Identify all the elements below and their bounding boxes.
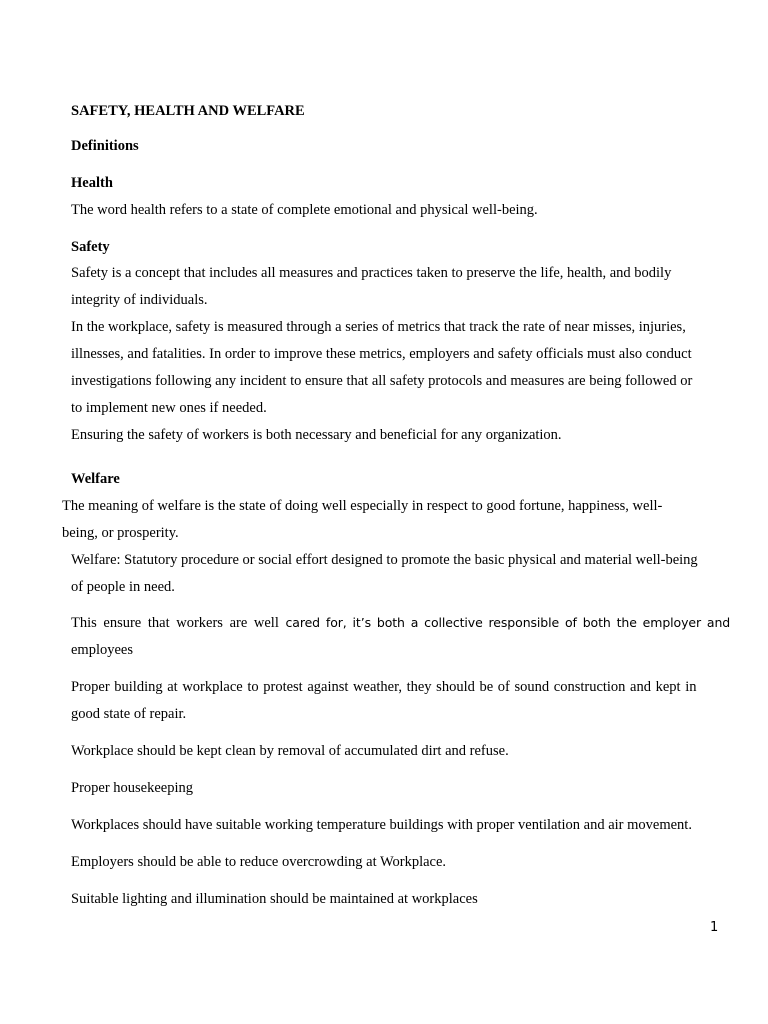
welfare-text-sans: cared for, it’s both a collective responsible of both the employer and bbox=[285, 615, 731, 630]
safety-paragraph-line: Safety is a concept that includes all measures and practices taken to preserve the life, health, and bodily bbox=[71, 265, 672, 281]
welfare-paragraph-line bbox=[71, 614, 731, 632]
safety-paragraph-line: integrity of individuals. bbox=[71, 292, 208, 308]
safety-paragraph-line: In the workplace, safety is measured through a series of metrics that track the rate of near misses, injuries, bbox=[71, 319, 686, 335]
welfare-paragraph-line: employees bbox=[71, 642, 134, 658]
welfare-paragraph-line: Suitable lighting and illumination should be maintained at workplaces bbox=[71, 891, 478, 907]
page-number: 1 bbox=[710, 920, 719, 935]
safety-heading: Safety bbox=[71, 239, 110, 255]
document-title: SAFETY, HEALTH AND WELFARE bbox=[71, 103, 305, 119]
welfare-paragraph-line: Proper housekeeping bbox=[71, 780, 194, 796]
welfare-paragraph-line: The meaning of welfare is the state of doing well especially in respect to good fortune, happiness, well- bbox=[62, 498, 663, 514]
safety-paragraph-line: illnesses, and fatalities. In order to improve these metrics, employers and safety officials must also conduct bbox=[71, 346, 692, 362]
safety-paragraph-line: investigations following any incident to ensure that all safety protocols and measures are being followed or bbox=[71, 373, 693, 389]
welfare-paragraph-line: of people in need. bbox=[71, 579, 175, 595]
welfare-paragraph-line: being, or prosperity. bbox=[62, 525, 179, 541]
welfare-paragraph-line: Workplaces should have suitable working temperature buildings with proper ventilation and air movement. bbox=[71, 817, 692, 833]
welfare-paragraph-line: good state of repair. bbox=[71, 706, 187, 722]
welfare-paragraph-line: Workplace should be kept clean by removal of accumulated dirt and refuse. bbox=[71, 743, 509, 759]
welfare-paragraph-line: Employers should be able to reduce overcrowding at Workplace. bbox=[71, 854, 447, 870]
definitions-heading: Definitions bbox=[71, 138, 139, 154]
welfare-text-serif: This ensure that workers are well bbox=[71, 615, 286, 631]
health-definition: The word health refers to a state of complete emotional and physical well-being. bbox=[71, 202, 538, 218]
health-heading: Health bbox=[71, 175, 113, 191]
welfare-paragraph-line: Proper building at workplace to protest against weather, they should be of sound construction and kept in bbox=[71, 679, 697, 695]
safety-paragraph-line: to implement new ones if needed. bbox=[71, 400, 267, 416]
welfare-paragraph-line: Welfare: Statutory procedure or social effort designed to promote the basic physical and material well-being bbox=[71, 552, 698, 568]
welfare-heading: Welfare bbox=[71, 471, 120, 487]
safety-paragraph-line: Ensuring the safety of workers is both necessary and beneficial for any organization. bbox=[71, 427, 562, 443]
